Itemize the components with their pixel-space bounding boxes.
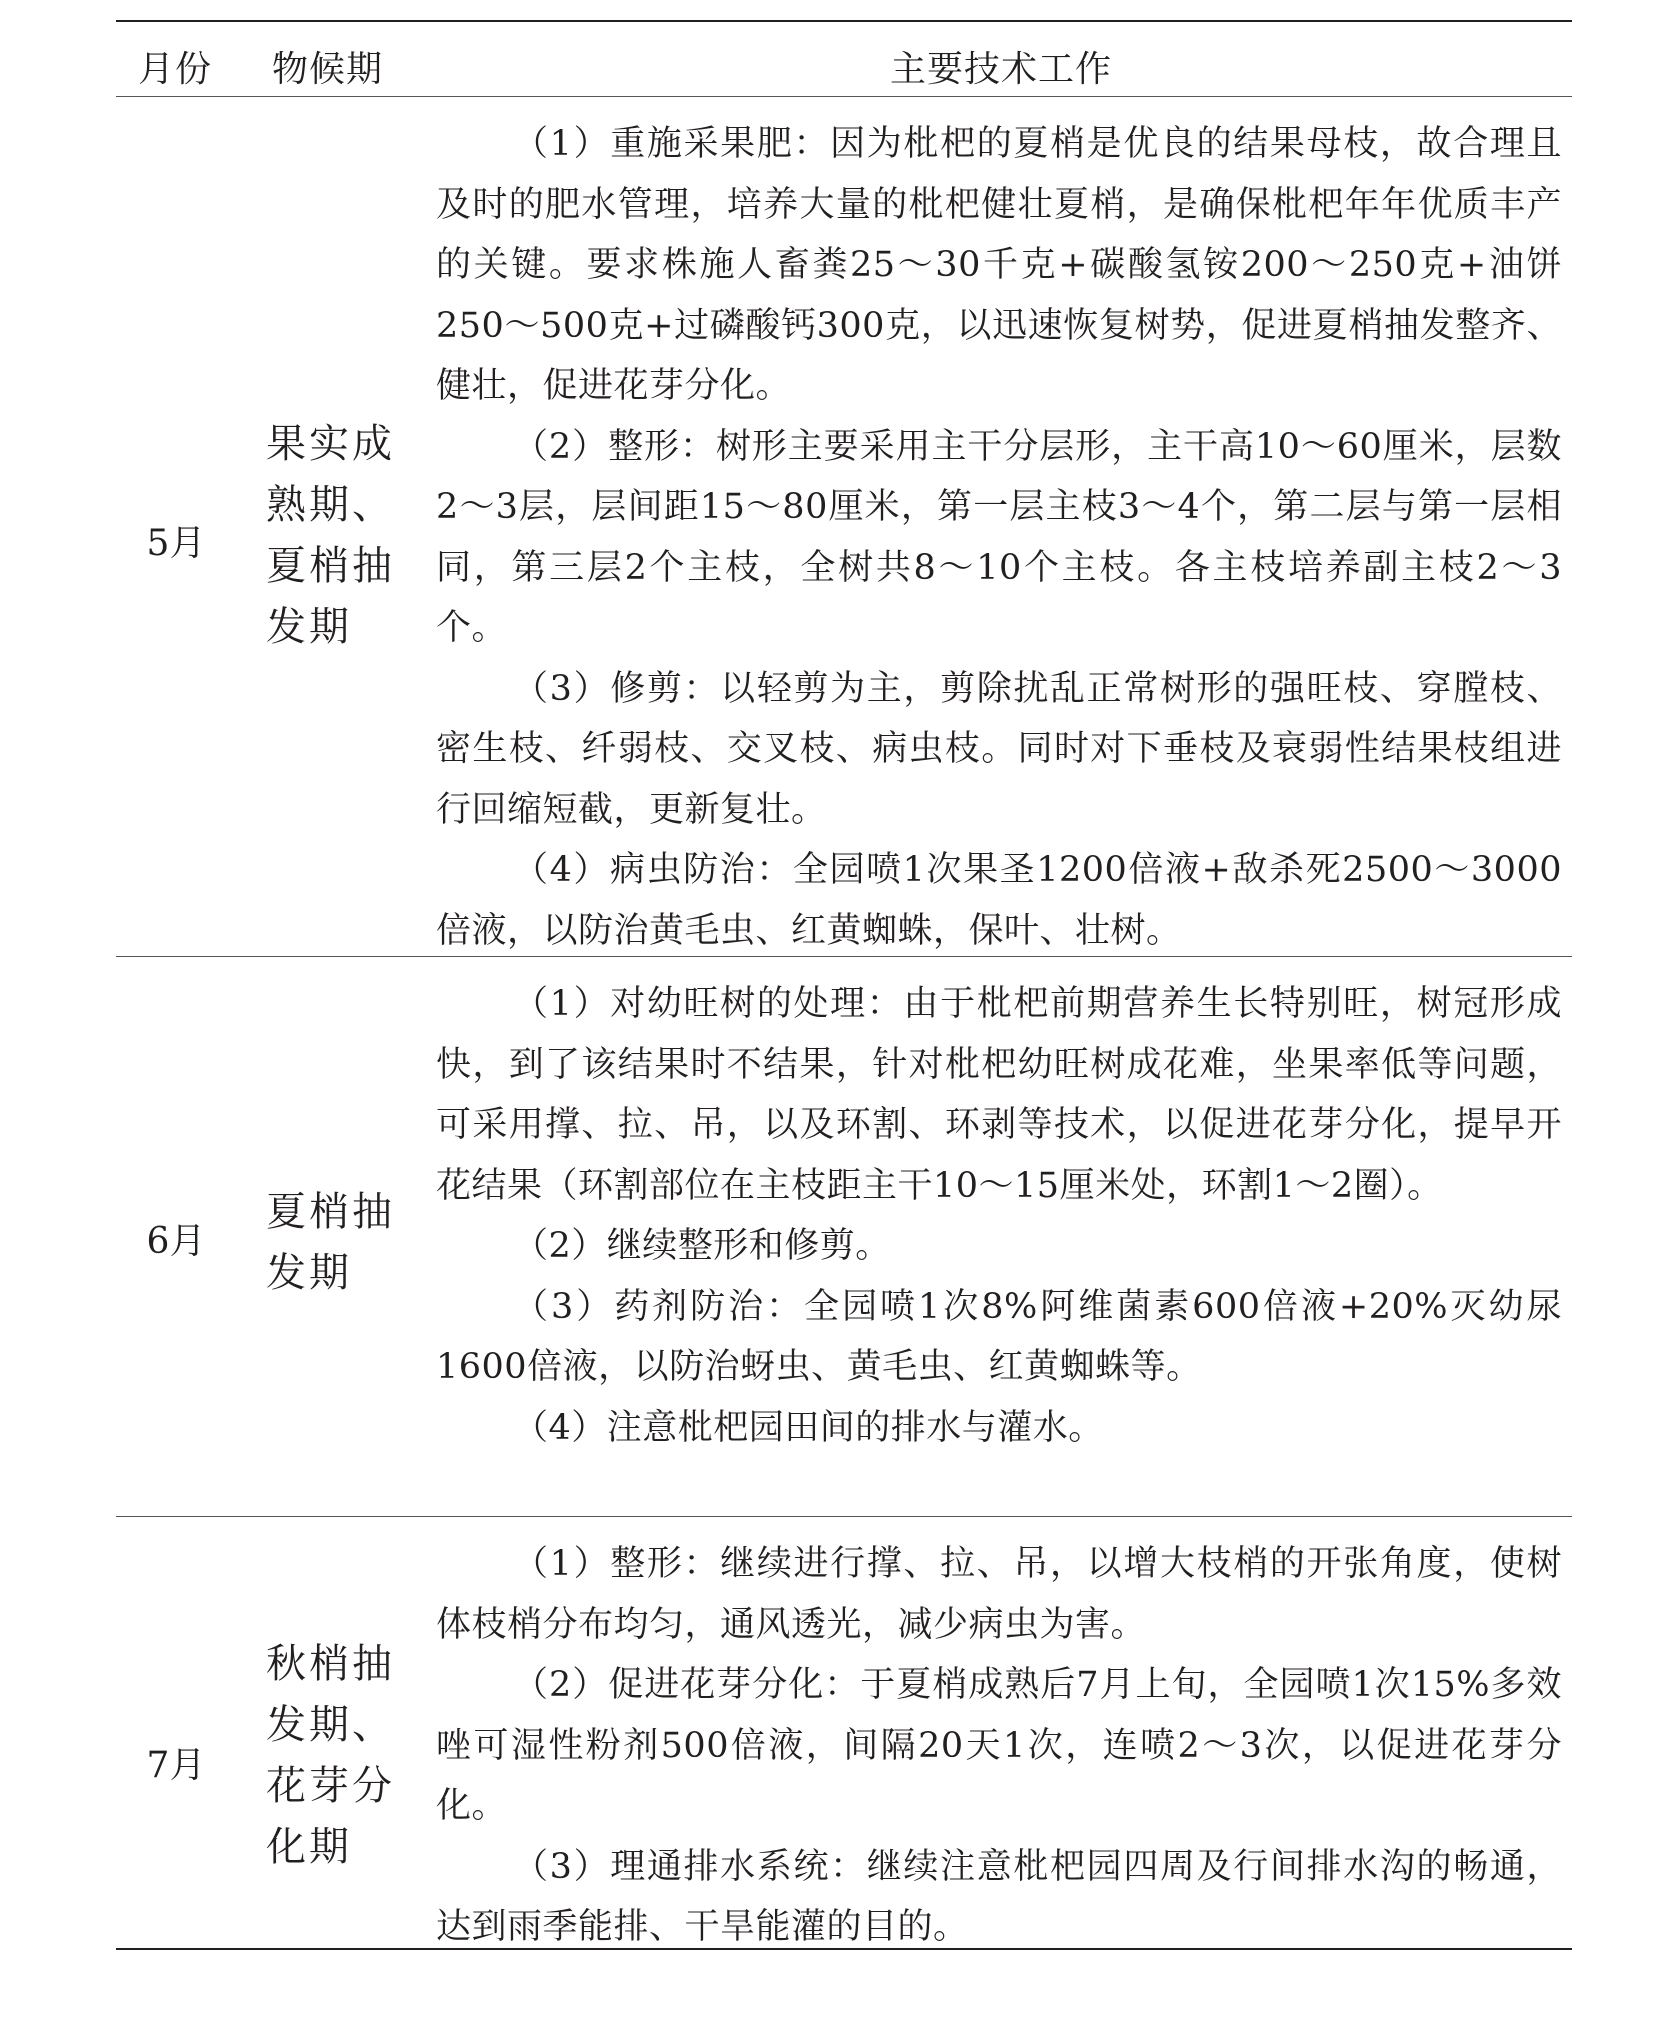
row-month: 6月 [146, 1221, 206, 1262]
work-item: （4）病虫防治：全园喷1次果圣1200倍液+敌杀死2500～3000倍液，以防治黄毛虫、红黄蜘蛛，保叶、壮树。 [436, 850, 1562, 951]
row-work [436, 1534, 1562, 1958]
header-month: 月份 [138, 49, 213, 90]
work-item: （1）对幼旺树的处理：由于枇杷前期营养生长特别旺，树冠形成快，到了该结果时不结果，针对枇杷幼旺树成花难，坐果率低等问题，可采用撑、拉、吊，以及环割、环剥等技术，以促进花芽分化，提早开花结果（环割部位在主枝距主干10～15厘米处，环割1～2圈）。 [436, 984, 1562, 1206]
row-month: 5月 [146, 523, 206, 564]
header-rule [116, 96, 1572, 97]
row-work [436, 114, 1562, 961]
header-phenology: 物候期 [272, 49, 384, 90]
work-item: （3）理通排水系统：继续注意枇杷园四周及行间排水沟的畅通，达到雨季能排、干旱能灌的目的。 [436, 1846, 1562, 1947]
row-rule [116, 956, 1572, 957]
row-phenology: 夏梢抽 发期 [266, 1189, 395, 1296]
work-item: （4）注意枇杷园田间的排水与灌水。 [513, 1407, 1104, 1448]
row-phenology: 果实成 熟期、 夏梢抽 发期 [266, 421, 395, 650]
work-item: （1）整形：继续进行撑、拉、吊，以增大枝梢的开张角度，使树体枝梢分布均匀，通风透光，减少病虫为害。 [436, 1544, 1562, 1645]
bottom-rule [116, 1948, 1572, 1950]
row-rule [116, 1516, 1572, 1517]
work-item: （3）药剂防治：全园喷1次8%阿维菌素600倍液+20%灭幼尿1600倍液，以防治蚜虫、黄毛虫、红黄蜘蛛等。 [436, 1286, 1562, 1387]
top-rule [116, 20, 1572, 22]
row-work [436, 974, 1562, 1458]
work-item: （2）整形：树形主要采用主干分层形，主干高10～60厘米，层数2～3层，层间距15～80厘米，第一层主枝3～4个，第二层与第一层相同，第三层2个主枝，全树共8～10个主枝。各主枝培养副主枝2～3个。 [436, 426, 1562, 648]
work-item: （2）促进花芽分化：于夏梢成熟后7月上旬，全园喷1次15%多效唑可湿性粉剂500倍液，间隔20天1次，连喷2～3次，以促进花芽分化。 [436, 1665, 1562, 1826]
work-item: （2）继续整形和修剪。 [513, 1226, 891, 1266]
work-item: （1）重施采果肥：因为枇杷的夏梢是优良的结果母枝，故合理且及时的肥水管理，培养大量的枇杷健壮夏梢，是确保枇杷年年优质丰产的关键。要求株施人畜粪25～30千克+碳酸氢铵200～250克+油饼250～500克+过磷酸钙300克，以迅速恢复树势，促进夏梢抽发整齐、健壮，促进花芽分化。 [436, 124, 1562, 406]
work-item: （3）修剪：以轻剪为主，剪除扰乱正常树形的强旺枝、穿膛枝、密生枝、纤弱枝、交叉枝、病虫枝。同时对下垂枝及衰弱性结果枝组进行回缩短截，更新复壮。 [436, 668, 1562, 830]
row-month: 7月 [146, 1745, 206, 1786]
row-phenology: 秋梢抽 发期、 花芽分 化期 [266, 1641, 395, 1870]
header-work: 主要技术工作 [889, 49, 1112, 90]
